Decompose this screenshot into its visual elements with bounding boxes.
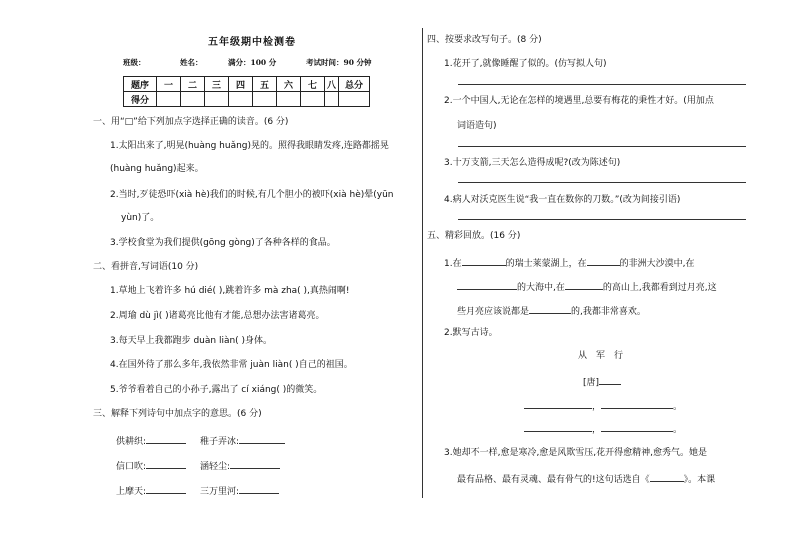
answer-blank[interactable]: [565, 279, 603, 290]
score-table-header: 八: [325, 77, 339, 92]
term-label: 稚子弄冰:: [200, 437, 240, 447]
term-label: 信口吹:: [116, 462, 147, 472]
punctuation: ，: [592, 402, 602, 412]
dynasty-label: [唐]: [583, 378, 600, 388]
answer-blank[interactable]: [457, 279, 517, 290]
score-table-header-row: [124, 77, 370, 92]
answer-blank[interactable]: [146, 458, 186, 469]
exam-time-label: 考试时间：90 分钟: [306, 58, 372, 67]
answer-blank[interactable]: [601, 421, 673, 432]
term-item: [116, 483, 186, 498]
answer-line[interactable]: [458, 84, 746, 85]
score-row-label: 得分: [124, 92, 157, 107]
score-table-header: 六: [277, 77, 301, 92]
score-table-header: 三: [205, 77, 229, 92]
score-table-header: 题序: [124, 77, 157, 92]
question-5-2: 2.默写古诗。: [444, 328, 498, 338]
answer-blank[interactable]: [146, 483, 186, 494]
term-item: [200, 433, 285, 448]
question-4-2-line-1: 2.一个中国人,无论在怎样的境遇里,总要有梅花的秉性才好。(用加点: [444, 96, 714, 106]
answer-line[interactable]: [458, 219, 746, 220]
text-fragment: 1.在: [444, 259, 462, 269]
score-table-header: 四: [229, 77, 253, 92]
question-4-1: 1.花开了,就像睡醒了似的。(仿写拟人句): [444, 59, 607, 69]
term-label: 供耕织:: [116, 437, 147, 447]
question-4-4: 4.病人对沃克医生说“我一直在数你的刀数。”(改为间接引语): [444, 195, 681, 205]
answer-blank[interactable]: [650, 471, 684, 482]
answer-blank[interactable]: [239, 433, 285, 444]
score-table-header: 一: [157, 77, 181, 92]
term-label: 涵轻尘:: [200, 462, 231, 472]
term-item: [200, 458, 280, 473]
punctuation: 。: [673, 425, 683, 435]
question-5-3-line-1: 3.她却不一样,愈是寒冷,愈是风欺雪压,花开得愈精神,愈秀气。她是: [444, 448, 708, 458]
score-cell[interactable]: [325, 92, 339, 107]
score-cell[interactable]: [205, 92, 229, 107]
punctuation: ，: [592, 425, 602, 435]
score-table-header: 二: [181, 77, 205, 92]
score-cell[interactable]: [157, 92, 181, 107]
section-5-heading: 五、精彩回放。(16 分): [427, 231, 521, 241]
answer-blank[interactable]: [462, 255, 506, 266]
score-table-header: 七: [301, 77, 325, 92]
answer-blank[interactable]: [587, 255, 620, 266]
question-2-1: 1.草地上飞着许多 hú dié( ),跳着许多 mà zha( ),真热闹啊!: [110, 286, 350, 296]
text-fragment: 些月亮应该说都是: [457, 307, 530, 317]
question-5-1-line-3: [457, 303, 646, 318]
term-label: 三万里河:: [200, 487, 240, 497]
question-2-4: 4.在国外待了那么多年,我依然非常 juàn liàn( )自己的祖国。: [110, 360, 353, 370]
answer-line[interactable]: [458, 146, 746, 147]
name-label: 姓名：: [180, 58, 203, 67]
text-fragment: 的高山上,我都看到过月亮,这: [602, 283, 717, 293]
score-table: [123, 76, 370, 107]
answer-blank[interactable]: [524, 398, 592, 409]
question-2-3: 3.每天早上我都跑步 duàn liàn( )身体。: [110, 336, 273, 346]
answer-line[interactable]: [458, 182, 746, 183]
text-fragment: 》。本课: [683, 475, 716, 485]
question-5-1-line-1: [444, 255, 694, 270]
text-fragment: 的非洲大沙漠中,在: [619, 259, 695, 269]
section-1-heading: 一、用“□”给下列加点字选择正确的读音。(6 分): [93, 117, 289, 127]
poem-line-1: [524, 398, 682, 413]
full-score-label: 满分：100 分: [228, 58, 277, 67]
score-cell[interactable]: [339, 92, 370, 107]
score-cell[interactable]: [229, 92, 253, 107]
question-2-5: 5.爷爷看着自己的小孙子,露出了 cí xiáng( )的微笑。: [110, 385, 323, 395]
term-item: [200, 483, 279, 498]
score-cell[interactable]: [181, 92, 205, 107]
class-label: 班级：: [123, 58, 146, 67]
text-fragment: 的瑞士莱蒙湖上，在: [505, 259, 587, 269]
score-cell[interactable]: [253, 92, 277, 107]
section-2-heading: 二、看拼音,写词语(10 分): [93, 262, 199, 272]
answer-blank[interactable]: [601, 398, 673, 409]
answer-blank[interactable]: [524, 421, 592, 432]
poem-dynasty: [583, 374, 621, 389]
term-item: [116, 458, 186, 473]
answer-blank[interactable]: [146, 433, 186, 444]
score-table-score-row: [124, 92, 370, 107]
poem-line-2: [524, 421, 682, 436]
section-4-heading: 四、按要求改写句子。(8 分): [427, 35, 542, 45]
answer-blank[interactable]: [239, 483, 279, 494]
column-divider: [422, 28, 423, 498]
answer-blank[interactable]: [230, 458, 280, 469]
score-cell[interactable]: [277, 92, 301, 107]
term-label: 上摩天:: [116, 487, 147, 497]
page-title: 五年级期中检测卷: [208, 37, 296, 48]
answer-blank[interactable]: [529, 303, 571, 314]
text-fragment: 的大海中,在: [517, 283, 565, 293]
question-1-1-line-1: 1.太阳出来了,明晃(huàng huǎng)晃的。照得我眼睛发疼,连路都摇晃: [110, 141, 389, 151]
question-5-3-line-2: [457, 471, 715, 486]
score-cell[interactable]: [301, 92, 325, 107]
question-1-1-line-2: (huàng huǎng)起来。: [110, 164, 204, 174]
question-1-3: 3.学校食堂为我们提供(gōng gòng)了各种各样的食品。: [110, 238, 336, 248]
score-table-header: 总分: [339, 77, 370, 92]
question-4-2-line-2: 词语造句): [457, 121, 497, 131]
question-4-3: 3.十万支箭,三天怎么造得成呢?(改为陈述句): [444, 158, 621, 168]
text-fragment: 最有品格、最有灵魂、最有骨气的!这句话选自《: [457, 475, 650, 485]
question-1-2-line-2: yùn)了。: [121, 213, 160, 223]
poem-title: 从 军 行: [578, 351, 624, 361]
text-fragment: 的,我都非常喜欢。: [571, 307, 646, 317]
section-3-heading: 三、解释下列诗句中加点字的意思。(6 分): [93, 409, 262, 419]
question-1-2-line-1: 2.当时,歹徒恐吓(xià hè)我们的时候,有几个胆小的被吓(xià hè)晕(yūn: [110, 190, 394, 200]
question-2-2: 2.周瑜 dù jì( )诸葛亮比他有才能,总想办法害诸葛亮。: [110, 311, 325, 321]
score-table-header: 五: [253, 77, 277, 92]
author-blank[interactable]: [599, 374, 621, 385]
question-5-1-line-2: [457, 279, 717, 294]
punctuation: 。: [673, 402, 683, 412]
term-item: [116, 433, 186, 448]
